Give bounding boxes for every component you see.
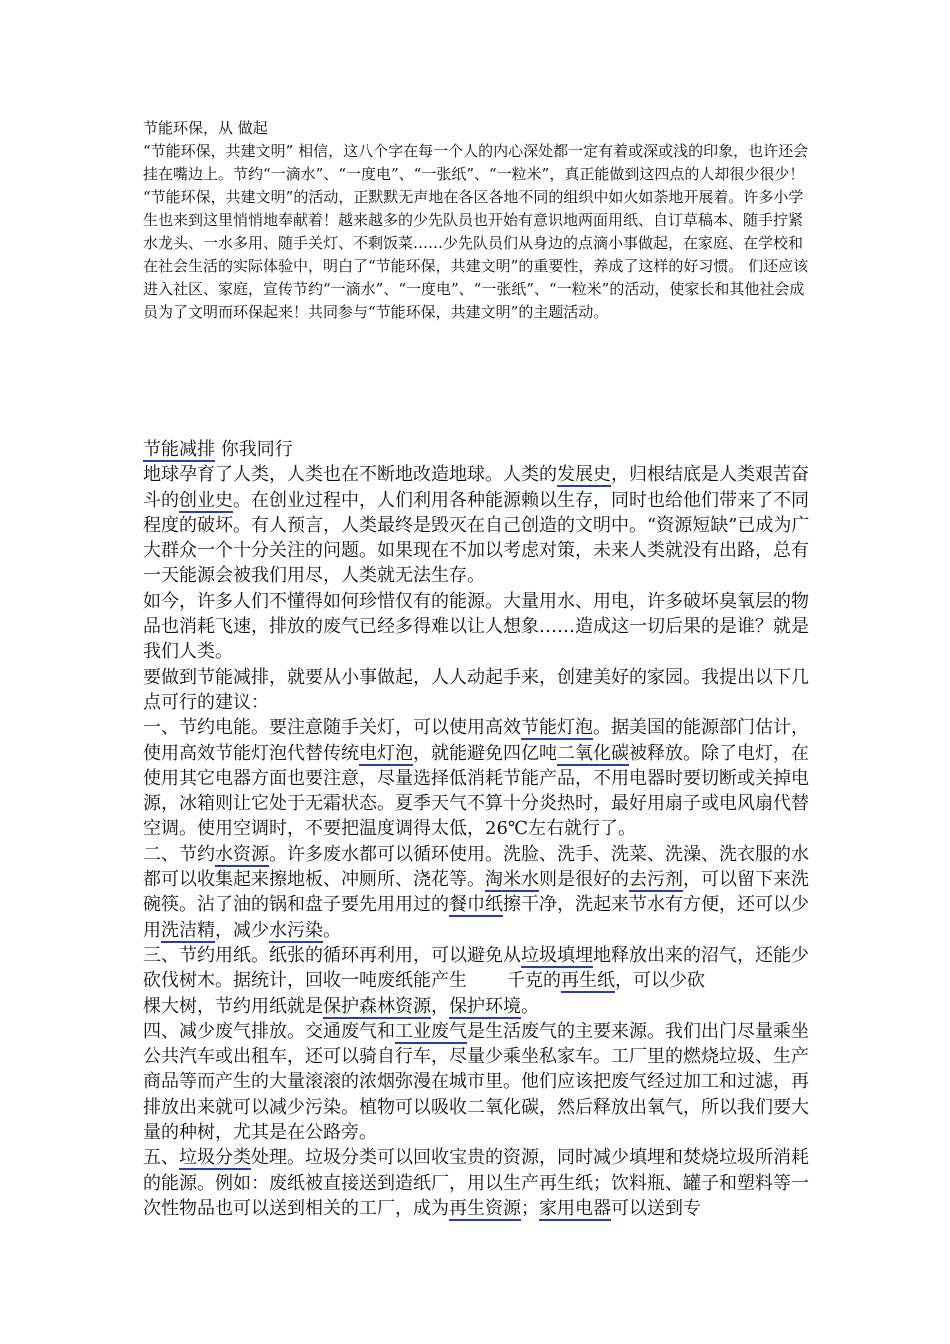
link-zaishengzhi[interactable]: 再生纸	[561, 970, 615, 992]
section2-paragraph-4: 一、节约电能。要注意随手关灯，可以使用高效节能灯泡。据美国的能源部门估计，使用高效节能灯泡代替传统电灯泡，就能避免四亿吨二氧化碳被释放。除了电灯，在使用其它电器方面也要注意，尽量选择低消耗节能产品，不用电器时要切断或关掉电源，冰箱则让它处于无霜状态。夏季天气不算十分炎热时，最好用扇子或电风扇代替空调。使用空调时，不要把温度调得太低，26℃左右就行了。	[143, 717, 809, 840]
link-baohuhuanjing[interactable]: 保护环境	[449, 995, 521, 1017]
link-baohusenlin[interactable]: 保护森林资源	[323, 995, 431, 1017]
title-link[interactable]: 节能减排	[143, 439, 215, 460]
link-eryanghuatan[interactable]: 二氧化碳	[557, 742, 629, 764]
article-section-2	[143, 437, 813, 1221]
link-jiayongdianqi[interactable]: 家用电器	[539, 1197, 611, 1219]
link-diandengpao[interactable]: 电灯泡	[359, 742, 413, 764]
section2-paragraph-6: 三、节约用纸。纸张的循环再利用，可以避免从垃圾填埋地释放出来的沼气，还能少砍伐树木。据统计，回收一吨废纸能产生 千克的再生纸，可以少砍 棵大树，节约用纸就是保护森林资源，保护环境。	[143, 944, 809, 1017]
link-taomishui[interactable]: 淘米水	[485, 869, 539, 891]
section2-title: 节能减排 你我同行	[143, 439, 293, 460]
section1-title: 节能环保，从 做起	[143, 119, 268, 137]
section2-paragraph-3: 要做到节能减排，就要从小事做起，人人动起手来，创建美好的家园。我提出以下几点可行的建议：	[143, 666, 809, 713]
section1-paragraph-2: “节能环保，共建文明”的活动，正默默无声地在各区各地不同的组织中如火如荼地开展着。许多小学生也来到这里悄悄地奉献着！越来越多的少先队员也开始有意识地两面用纸、自订草稿本、随手拧紧水龙头、一水多用、随手关灯、不剩饭菜……少先队员们从身边的点滴小事做起，在家庭、在学校和在社会生活的实际体验中，明白了“节能环保，共建文明”的重要性，养成了这样的好习惯。 们还应该进入社区、家庭，宣传节约“一滴水”、“一度电”、“一张纸”、“一粒米”的活动，使家长和其他社会成员为了文明而环保起来！共同参与“节能环保，共建文明”的主题活动。	[143, 188, 809, 321]
section1-paragraph-1: “节能环保，共建文明” 相信，这八个字在每一个人的内心深处都一定有着或深或浅的印象，也许还会挂在嘴边上。节约“一滴水”、“一度电”、“一张纸”、“一粒米”，真正能做到这四点的人却很少很少！	[143, 142, 809, 183]
link-gongyefeiqi[interactable]: 工业废气	[395, 1020, 467, 1042]
article-section-1	[143, 117, 813, 324]
section2-paragraph-5: 二、节约水资源。许多废水都可以循环使用。洗脸、洗手、洗菜、洗澡、洗衣服的水都可以收集起来擦地板、冲厕所、浇花等。淘米水则是很好的去污剂，可以留下来洗碗筷。沾了油的锅和盘子要先用用过的餐巾纸擦干净，洗起来节水有方便，还可以少用洗洁精，减少水污染。	[143, 843, 809, 941]
link-shuiwuran[interactable]: 水污染	[269, 919, 323, 941]
link-shuiziyuan[interactable]: 水资源	[215, 843, 269, 865]
section2-paragraph-1: 地球孕育了人类，人类也在不断地改造地球。人类的发展史，归根结底是人类艰苦奋斗的创业史。在创业过程中，人们利用各种能源赖以生存，同时也给他们带来了不同程度的破坏。有人预言，人类最终是毁灭在自己创造的文明中。“资源短缺”已成为广大群众一个十分关注的问题。如果现在不加以考虑对策，未来人类就没有出路，总有一天能源会被我们用尽，人类就无法生存。	[143, 464, 810, 587]
link-jienengdengpao[interactable]: 节能灯泡	[521, 717, 593, 739]
link-canjinzhi[interactable]: 餐巾纸	[449, 894, 503, 916]
link-lajifenlei[interactable]: 垃圾分类	[179, 1147, 251, 1169]
link-quwuji[interactable]: 去污剂	[629, 869, 683, 891]
link-xijiejing[interactable]: 洗洁精	[161, 919, 215, 941]
link-chuangyeshi[interactable]: 创业史	[179, 489, 233, 511]
link-zaishengziyuan[interactable]: 再生资源	[449, 1197, 521, 1219]
section2-paragraph-8: 五、垃圾分类处理。垃圾分类可以回收宝贵的资源，同时减少填埋和焚烧垃圾所消耗的能源。例如：废纸被直接送到造纸厂，用以生产再生纸；饮料瓶、罐子和塑料等一次性物品也可以送到相关的工厂，成为再生资源；家用电器可以送到专	[143, 1147, 809, 1219]
link-fazhanshi[interactable]: 发展史	[557, 464, 611, 486]
section2-paragraph-2: 如今，许多人们不懂得如何珍惜仅有的能源。大量用水、用电，许多破坏臭氧层的物品也消耗飞速，排放的废气已经多得难以让人想象……造成这一切后果的是谁？就是我们人类。	[143, 590, 809, 663]
link-lajitianmai[interactable]: 垃圾填埋	[521, 944, 593, 966]
section2-paragraph-7: 四、减少废气排放。交通废气和工业废气是生活废气的主要来源。我们出门尽量乘坐公共汽车或出租车，还可以骑自行车，尽量少乘坐私家车。工厂里的燃烧垃圾、生产商品等而产生的大量滚滚的浓烟弥漫在城市里。他们应该把废气经过加工和过滤，再排放出来就可以减少污染。植物可以吸收二氧化碳，然后释放出氧气，所以我们要大量的种树，尤其是在公路旁。	[143, 1020, 809, 1144]
